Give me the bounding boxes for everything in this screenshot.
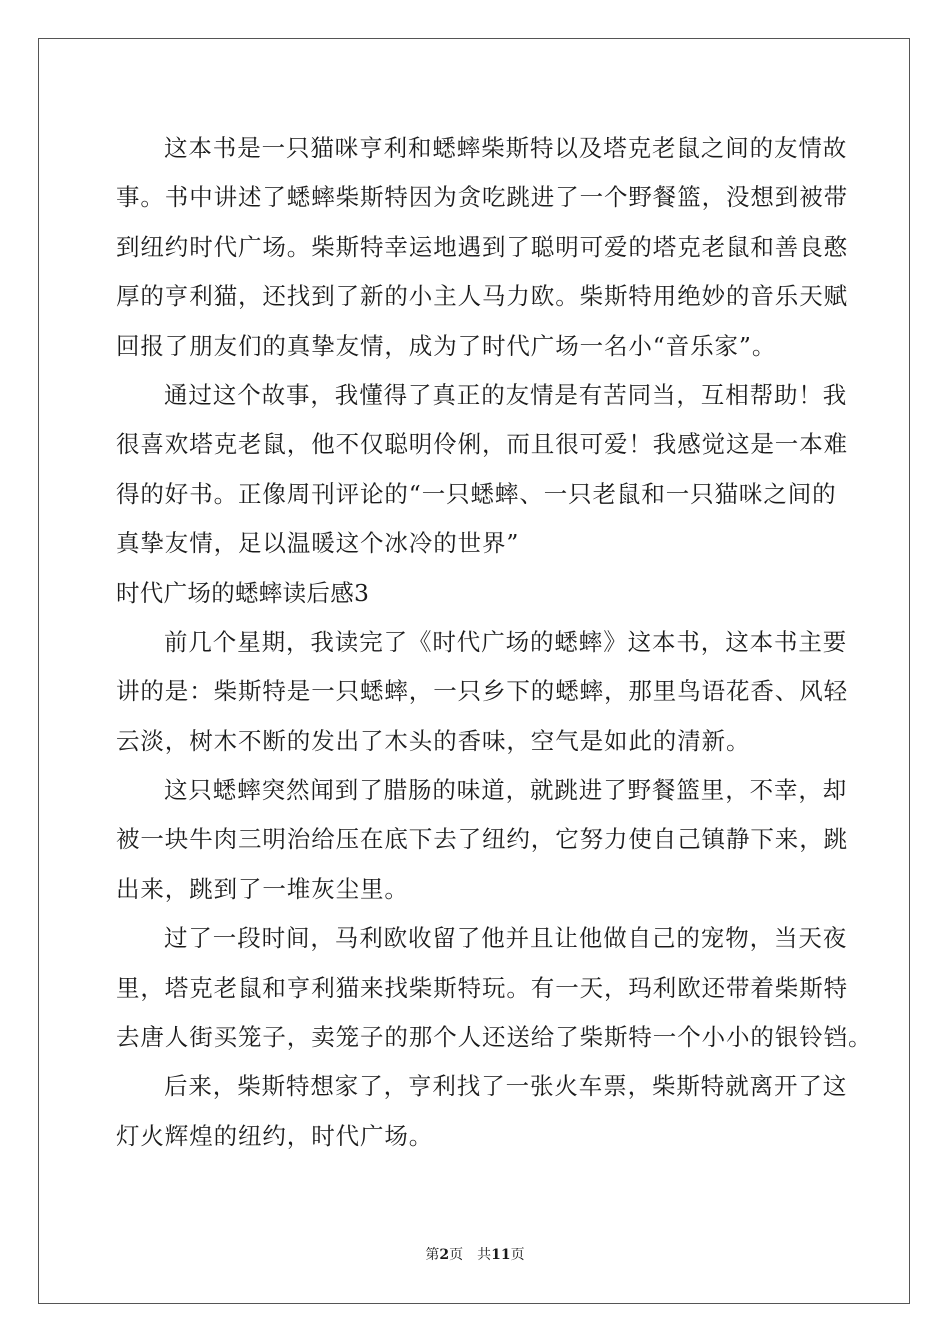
document-body: [116, 124, 873, 1161]
page-footer: [0, 1244, 950, 1264]
text-line: 事。书中讲述了蟋蟀柴斯特因为贪吃跳进了一个野餐篮，没想到被带: [116, 183, 848, 212]
text-line: 到纽约时代广场。柴斯特幸运地遇到了聪明可爱的塔克老鼠和善良憨: [116, 232, 848, 261]
text-line: 回报了朋友们的真挚友情，成为了时代广场一名小“音乐家”。: [116, 331, 777, 360]
text-line: 过了一段时间，马利欧收留了他并且让他做自己的宠物，当天夜: [164, 924, 848, 953]
text-line: 灯火辉煌的纽约，时代广场。: [116, 1121, 434, 1150]
page-prefix: 第: [425, 1247, 440, 1263]
text-line: 通过这个故事，我懂得了真正的友情是有苦同当，互相帮助！我: [164, 380, 848, 409]
total-suffix: 页: [510, 1247, 525, 1263]
text-line: 很喜欢塔克老鼠，他不仅聪明伶俐，而且很可爱！我感觉这是一本难: [116, 430, 848, 459]
total-prefix: 共: [477, 1247, 492, 1263]
text-line: 被一块牛肉三明治给压在底下去了纽约，它努力使自己镇静下来，跳: [116, 825, 848, 854]
text-line: 前几个星期，我读完了《时代广场的蟋蟀》这本书，这本书主要: [164, 627, 848, 656]
text-line: 出来，跳到了一堆灰尘里。: [116, 874, 409, 903]
text-line: 这只蟋蟀突然闻到了腊肠的味道，就跳进了野餐篮里，不幸，却: [164, 776, 848, 805]
page-suffix: 页: [449, 1247, 464, 1263]
text-line: 讲的是：柴斯特是一只蟋蟀，一只乡下的蟋蟀，那里鸟语花香、风轻: [116, 677, 848, 706]
text-line: 去唐人街买笼子，卖笼子的那个人还送给了柴斯特一个小小的银铃铛。: [116, 1023, 873, 1052]
text-line: 云淡，树木不断的发出了木头的香味，空气是如此的清新。: [116, 726, 751, 755]
text-line: 得的好书。正像周刊评论的“一只蟋蟀、一只老鼠和一只猫咪之间的: [116, 479, 837, 508]
text-line: 厚的亨利猫，还找到了新的小主人马力欧。柴斯特用绝妙的音乐天赋: [116, 282, 848, 311]
page-total-number: 11: [491, 1247, 511, 1263]
section-heading: 时代广场的蟋蟀读后感3: [116, 578, 370, 607]
text-line: 真挚友情，足以温暖这个冰冷的世界”: [116, 529, 520, 558]
text-line: 这本书是一只猫咪亨利和蟋蟀柴斯特以及塔克老鼠之间的友情故: [164, 134, 848, 162]
text-line: 后来，柴斯特想家了，亨利找了一张火车票，柴斯特就离开了这: [164, 1072, 848, 1101]
text-line: 里，塔克老鼠和亨利猫来找柴斯特玩。有一天，玛利欧还带着柴斯特: [116, 973, 848, 1002]
page-current-number: 2: [439, 1247, 450, 1263]
